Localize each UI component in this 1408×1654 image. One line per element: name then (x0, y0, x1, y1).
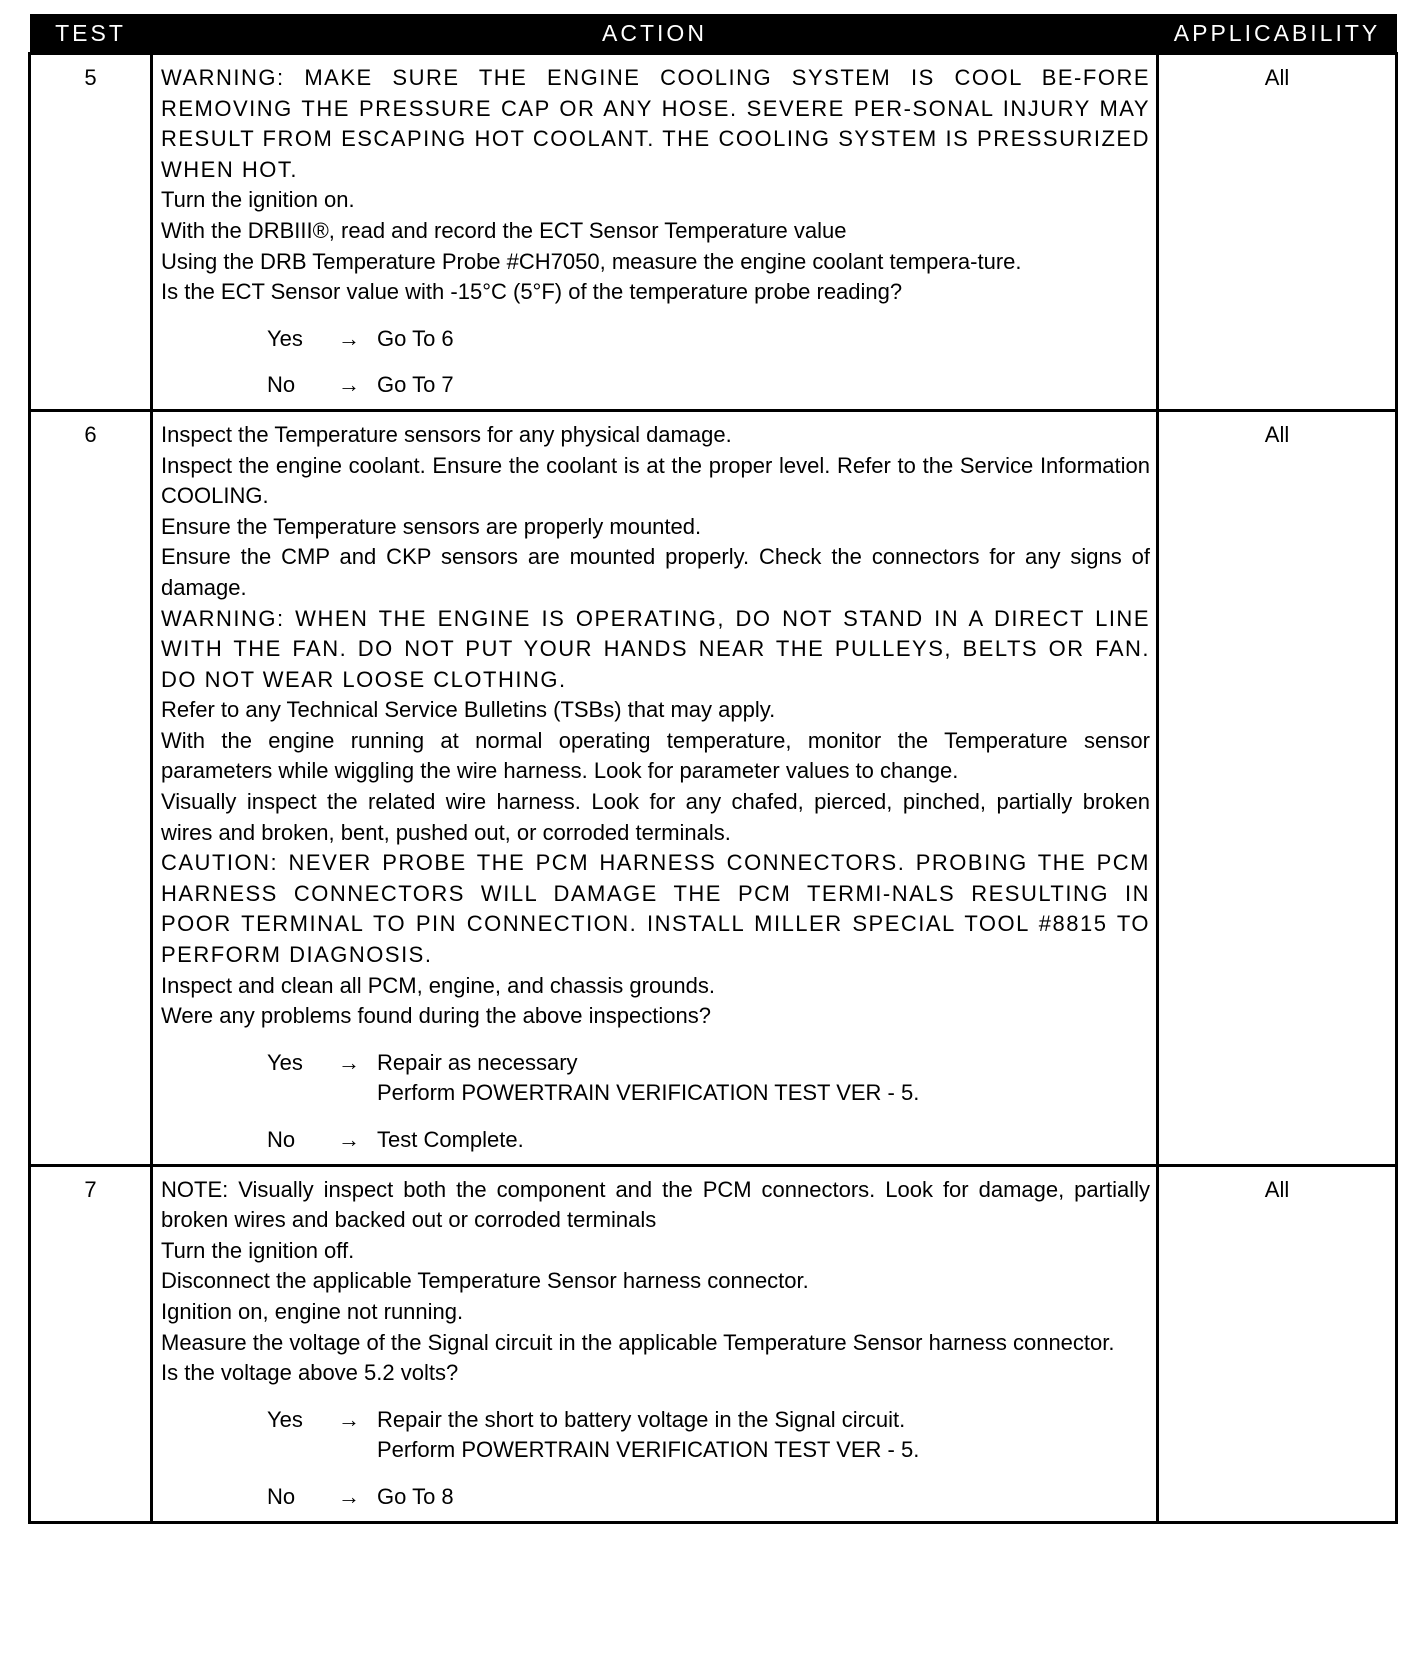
table-body (30, 54, 1397, 1523)
table-header (30, 14, 1397, 54)
action-step: Refer to any Technical Service Bulletins (TSBs) that may apply. (161, 697, 776, 723)
table-row (30, 410, 1397, 1165)
outcomes (161, 324, 1150, 401)
outcomes (161, 1405, 1150, 1513)
arrow-right-icon: → (338, 1483, 360, 1509)
no-label: No (267, 372, 296, 398)
no-result (377, 1482, 1150, 1513)
yes-label: Yes (267, 1406, 303, 1432)
action-step: Ignition on, engine not running. (161, 1298, 464, 1324)
action-step: Turn the ignition off. (161, 1237, 355, 1263)
result-line: Go To 6 (377, 325, 454, 351)
action-step: WARNING: MAKE SURE THE ENGINE COOLING SYSTEM IS COOL BE-FORE REMOVING THE PRESSURE CAP OR ANY HOSE. SEVERE PER-SONAL INJURY MAY RESULT FROM ESCAPING HOT COOLANT. THE COOLING SYSTEM IS PRESSURIZED WHEN HOT. (161, 65, 1150, 182)
no-result (377, 370, 1150, 401)
arrow-right-icon: → (338, 1406, 360, 1432)
action-step: Inspect the engine coolant. Ensure the coolant is at the proper level. Refer to the Service Information COOLING. (161, 452, 1150, 509)
result-line: Perform POWERTRAIN VERIFICATION TEST VER - 5. (377, 1437, 920, 1463)
outcome-yes (267, 1405, 1150, 1466)
applicability: All (1158, 1165, 1397, 1522)
header-action: ACTION (152, 14, 1158, 54)
no-label: No (267, 1483, 296, 1509)
action-step: Ensure the CMP and CKP sensors are mounted properly. Check the connectors for any signs of damage. (161, 544, 1150, 600)
result-line: Go To 7 (377, 372, 454, 398)
diagnostic-procedure-table (28, 14, 1395, 1524)
action-step: CAUTION: NEVER PROBE THE PCM HARNESS CONNECTORS. PROBING THE PCM HARNESS CONNECTORS WILL DAMAGE THE PCM TERMI-NALS RESULTING IN POOR TERMINAL TO PIN CONNECTION. INSTALL MILLER SPECIAL TOOL #8815 TO PERFORM DIAGNOSIS. (161, 850, 1150, 968)
test-number: 7 (30, 1165, 152, 1522)
action-step: With the engine running at normal operating temperature, monitor the Temperature sensor parameters while wiggling the wire harness. Look for parameter values to change. (161, 727, 1150, 784)
header-applicability: APPLICABILITY (1158, 14, 1397, 54)
arrow-right-icon: → (338, 1127, 360, 1152)
action-step: Ensure the Temperature sensors are properly mounted. (161, 513, 702, 539)
header-test: TEST (30, 14, 152, 54)
action-step: Is the voltage above 5.2 volts? (161, 1360, 459, 1386)
table-row (30, 54, 1397, 411)
yes-label: Yes (267, 325, 303, 351)
no-result (377, 1125, 1150, 1156)
test-number: 5 (30, 54, 152, 411)
arrow-right-icon: → (338, 325, 360, 351)
arrow-right-icon: → (338, 372, 360, 398)
action-step: Inspect and clean all PCM, engine, and chassis grounds. (161, 972, 715, 998)
test-table (28, 14, 1398, 1524)
action-step: Turn the ignition on. (161, 187, 355, 213)
result-line: Repair the short to battery voltage in the Signal circuit. (377, 1406, 906, 1432)
yes-result (377, 1048, 1150, 1109)
action-cell (152, 54, 1158, 411)
outcomes (161, 1048, 1150, 1156)
action-step: NOTE: Visually inspect both the component and the PCM connectors. Look for damage, partially broken wires and backed out or corroded terminals (161, 1176, 1150, 1233)
table-row (30, 1165, 1397, 1522)
result-line: Test Complete. (377, 1127, 524, 1152)
outcome-yes (267, 324, 1150, 355)
yes-label: Yes (267, 1049, 303, 1075)
action-step: Using the DRB Temperature Probe #CH7050, measure the engine coolant tempera-ture. (161, 248, 1022, 274)
action-step: Visually inspect the related wire harness. Look for any chafed, pierced, pinched, partially broken wires and broken, bent, pushed out, or corroded terminals. (161, 789, 1150, 845)
outcome-no (267, 370, 1150, 401)
yes-result (377, 1405, 1150, 1466)
result-line: Repair as necessary (377, 1049, 578, 1075)
test-number: 6 (30, 410, 152, 1165)
action-step: Inspect the Temperature sensors for any physical damage. (161, 421, 732, 447)
action-step: With the DRBIII®, read and record the ECT Sensor Temperature value (161, 217, 847, 243)
action-step: Measure the voltage of the Signal circuit in the applicable Temperature Sensor harness connector. (161, 1329, 1115, 1355)
outcome-yes (267, 1048, 1150, 1109)
outcome-no (267, 1482, 1150, 1513)
yes-result (377, 324, 1150, 355)
arrow-right-icon: → (338, 1049, 360, 1075)
action-step: Were any problems found during the above inspections? (161, 1003, 711, 1029)
no-label: No (267, 1127, 296, 1152)
action-cell (152, 1165, 1158, 1522)
applicability: All (1158, 410, 1397, 1165)
outcome-no (267, 1125, 1150, 1156)
action-step: Disconnect the applicable Temperature Sensor harness connector. (161, 1268, 809, 1294)
applicability: All (1158, 54, 1397, 411)
result-line: Perform POWERTRAIN VERIFICATION TEST VER - 5. (377, 1080, 920, 1106)
action-step: WARNING: WHEN THE ENGINE IS OPERATING, DO NOT STAND IN A DIRECT LINE WITH THE FAN. DO NOT PUT YOUR HANDS NEAR THE PULLEYS, BELTS OR FAN. DO NOT WEAR LOOSE CLOTHING. (161, 605, 1150, 692)
result-line: Go To 8 (377, 1483, 454, 1509)
action-step: Is the ECT Sensor value with -15°C (5°F) of the temperature probe reading? (161, 279, 903, 305)
action-cell (152, 410, 1158, 1165)
